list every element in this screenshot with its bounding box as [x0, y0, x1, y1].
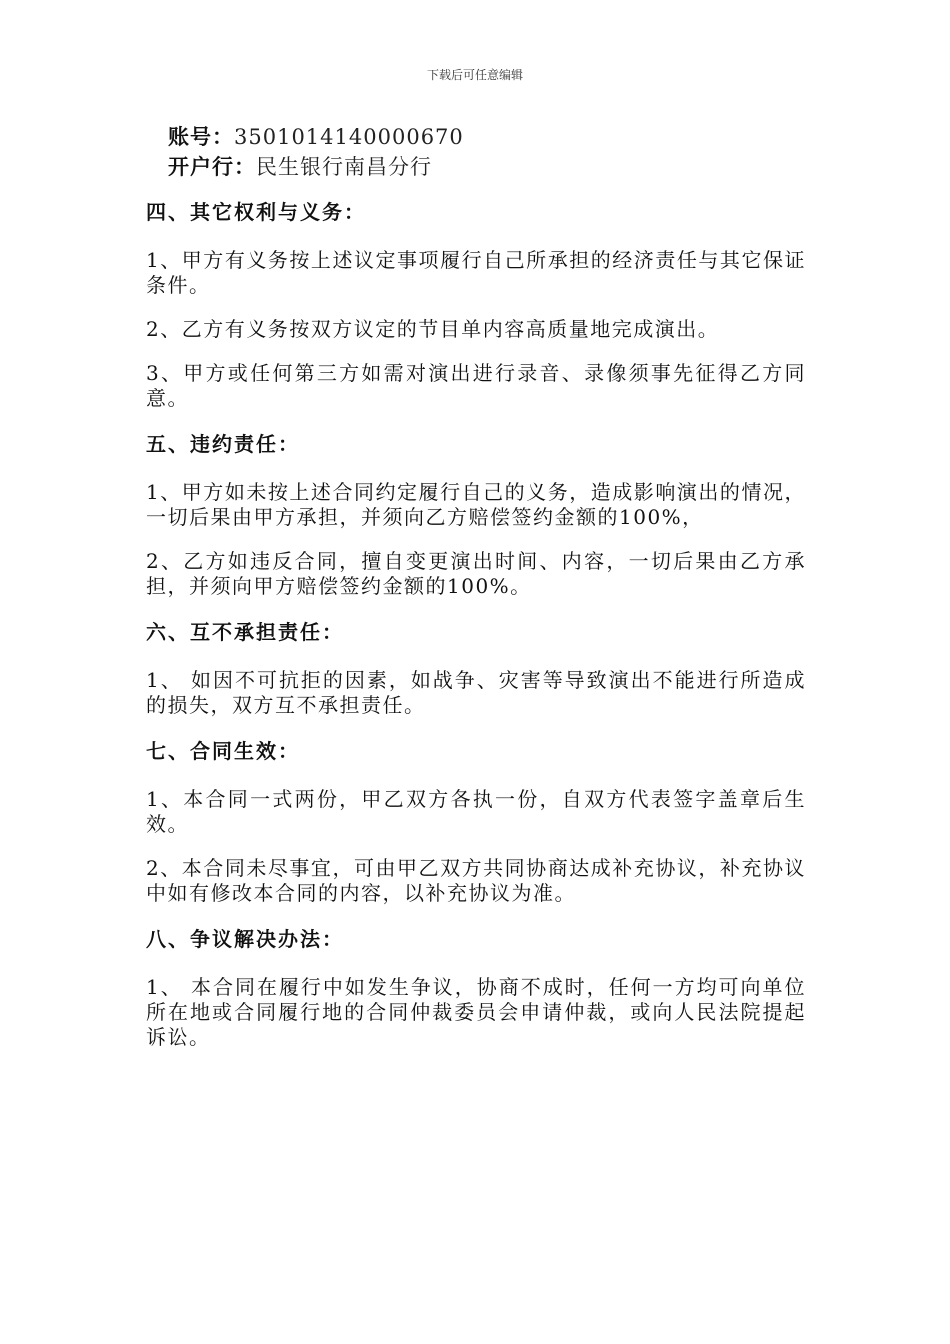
- paragraph: 2、本合同未尽事宜，可由甲乙双方共同协商达成补充协议，补充协议中如有修改本合同的内容，以补充协议为准。: [146, 856, 806, 905]
- document-body: [146, 198, 806, 1069]
- section-effectiveness: [146, 737, 806, 906]
- page-header-note: 下载后可任意编辑: [426, 68, 523, 82]
- bank-line: [168, 152, 464, 182]
- account-number-value: 3501014140000670: [234, 125, 464, 149]
- section-title: 五、违约责任：: [146, 432, 300, 456]
- paragraph: 1、甲方如未按上述合同约定履行自己的义务，造成影响演出的情况，一切后果由甲方承担，并须向乙方赔偿签约金额的100%，: [146, 480, 806, 529]
- account-info: [168, 122, 464, 182]
- section-breach-liability: [146, 430, 806, 599]
- section-title: 四、其它权利与义务：: [146, 200, 366, 224]
- section-dispute-resolution: [146, 925, 806, 1050]
- section-title: 七、合同生效：: [146, 739, 300, 763]
- paragraph: 1、 本合同在履行中如发生争议，协商不成时，任何一方均可向单位所在地或合同履行地的合同仲裁委员会申请仲裁，或向人民法院提起诉讼。: [146, 975, 806, 1049]
- paragraph: 3、甲方或任何第三方如需对演出进行录音、录像须事先征得乙方同意。: [146, 361, 806, 410]
- paragraph: 2、乙方如违反合同，擅自变更演出时间、内容，一切后果由乙方承担，并须向甲方赔偿签约金额的100%。: [146, 549, 806, 598]
- section-title: 六、互不承担责任：: [146, 620, 344, 644]
- bank-label: 开户行：: [168, 155, 256, 179]
- section-title: 八、争议解决办法：: [146, 927, 344, 951]
- paragraph: 2、乙方有义务按双方议定的节目单内容高质量地完成演出。: [146, 317, 720, 341]
- paragraph: 1、本合同一式两份，甲乙双方各执一份，自双方代表签字盖章后生效。: [146, 787, 806, 836]
- paragraph: 1、甲方有义务按上述议定事项履行自己所承担的经济责任与其它保证条件。: [146, 248, 806, 297]
- bank-value: 民生银行南昌分行: [256, 155, 432, 179]
- account-number-label: 账号：: [168, 125, 234, 149]
- section-force-majeure: [146, 618, 806, 718]
- account-number-line: [168, 122, 464, 152]
- paragraph: 1、 如因不可抗拒的因素，如战争、灾害等导致演出不能进行所造成的损失，双方互不承担责任。: [146, 668, 806, 717]
- section-rights-obligations: [146, 198, 806, 411]
